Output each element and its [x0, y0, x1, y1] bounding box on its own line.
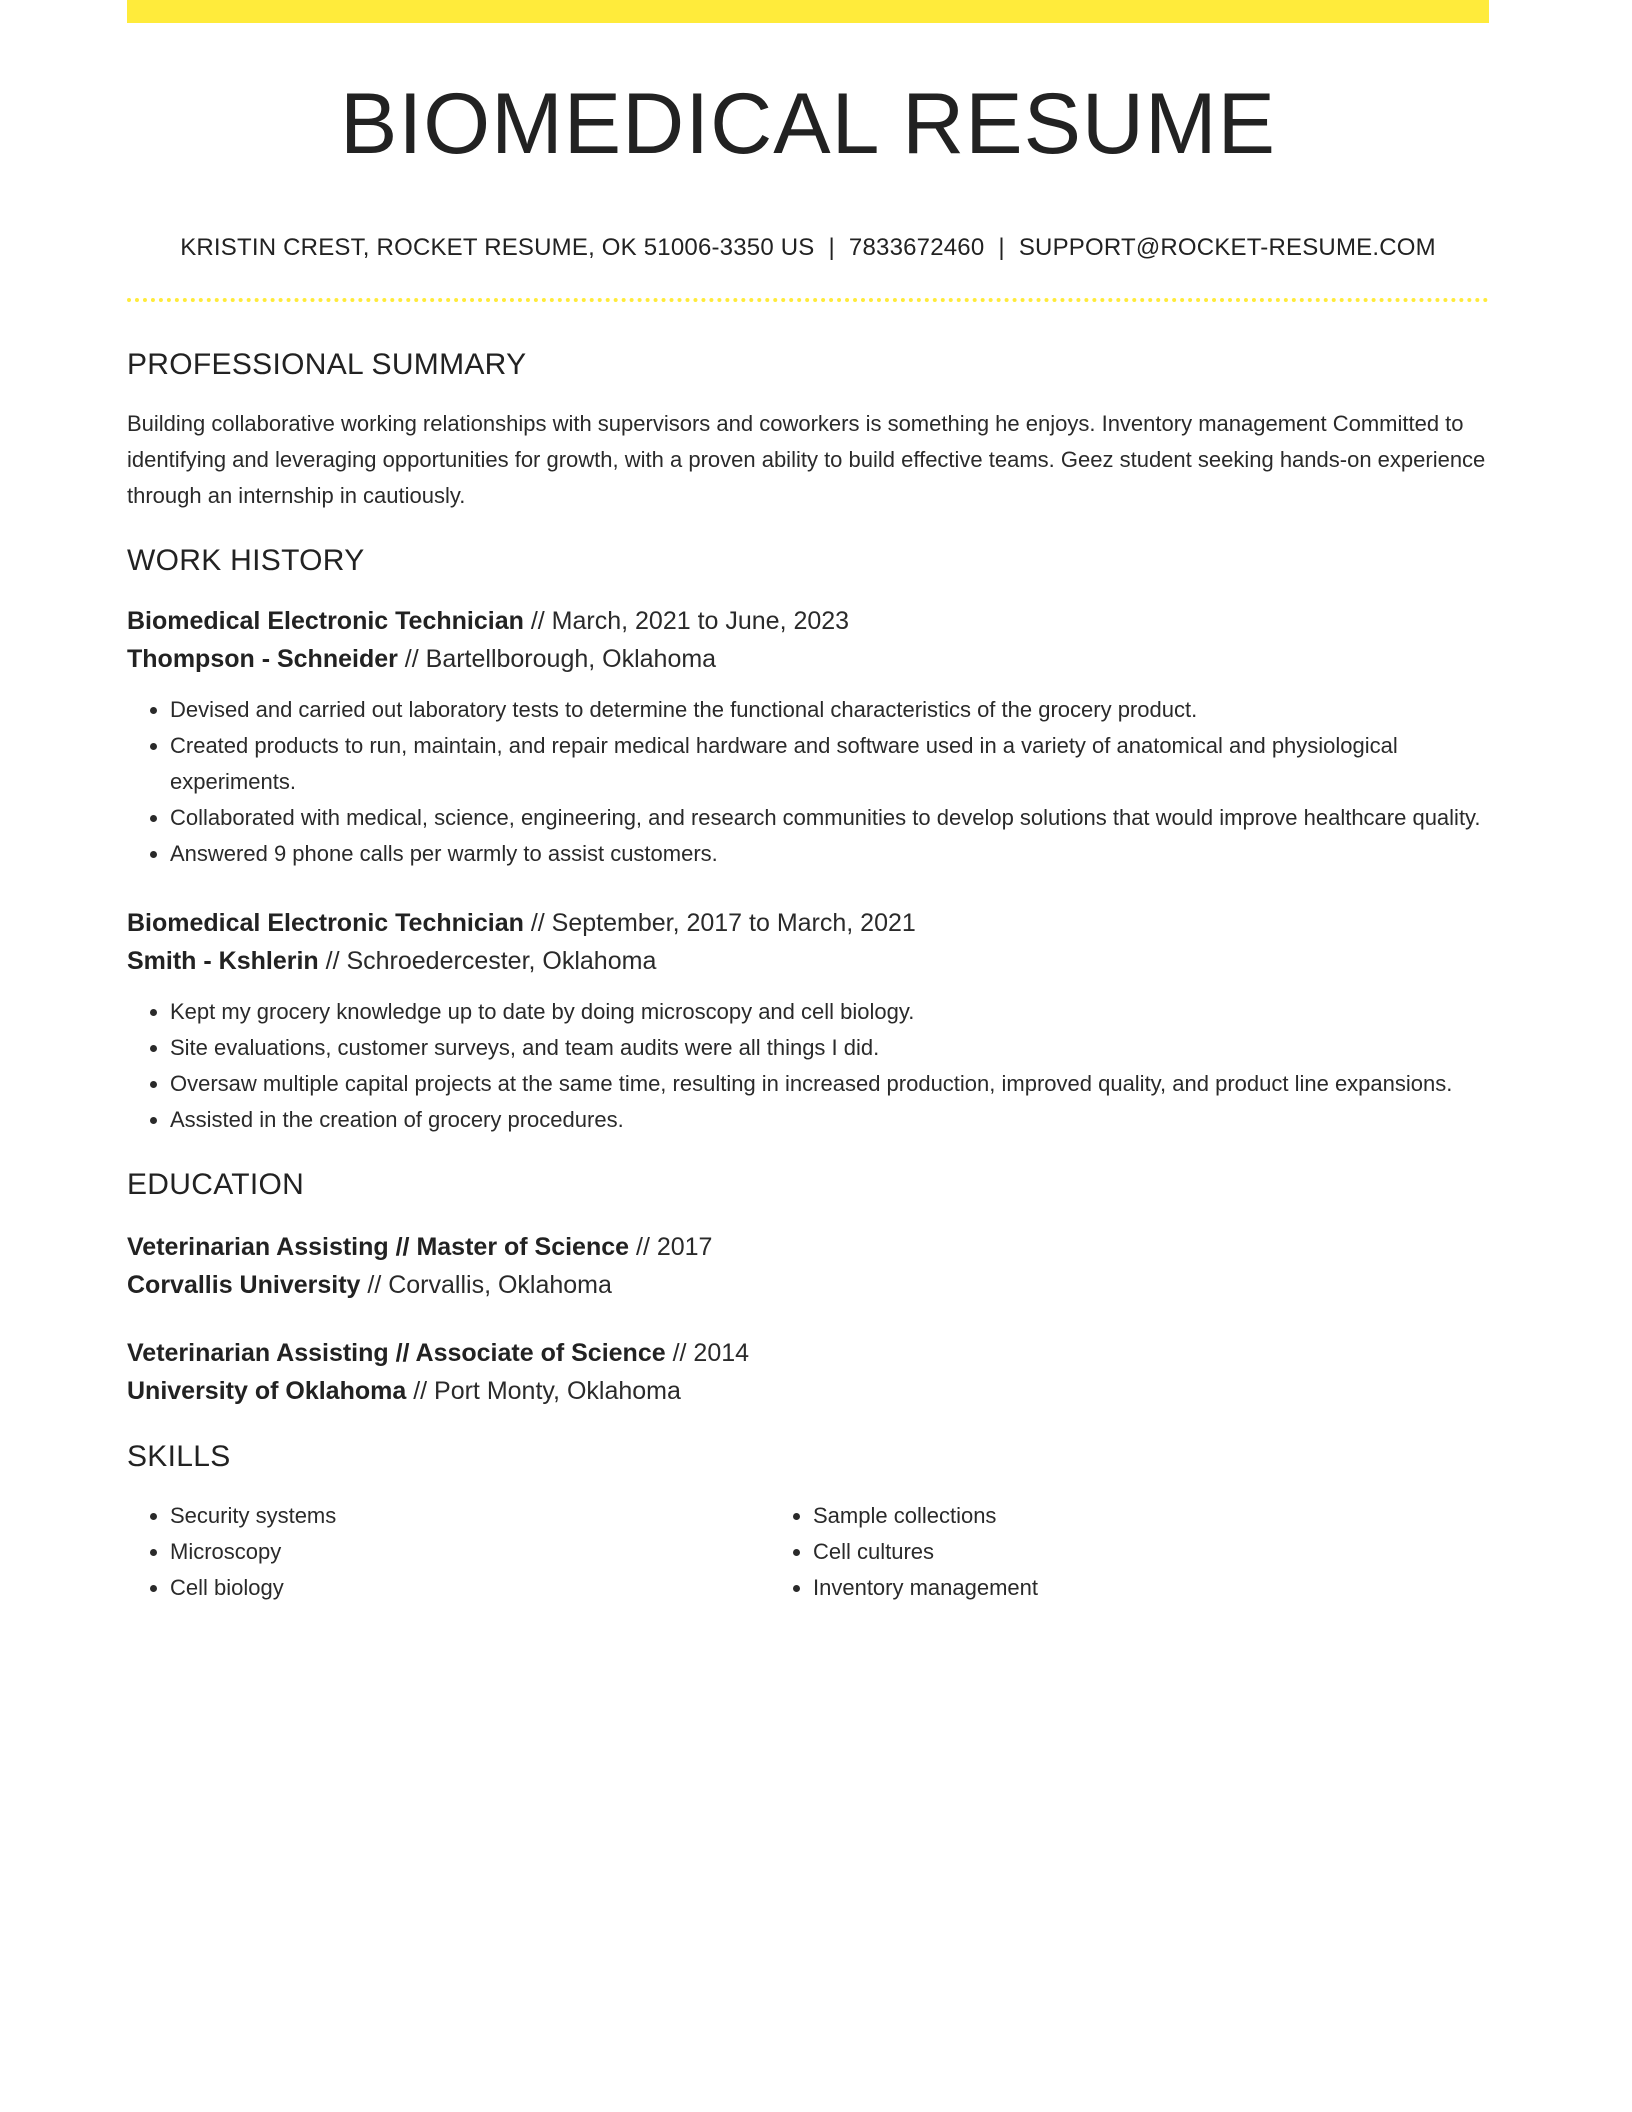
resume-page — [127, 0, 1489, 1606]
skill-item: • Cell cultures — [813, 1534, 1403, 1570]
education-heading: EDUCATION — [127, 1168, 305, 1201]
skills-column-right — [765, 1498, 1403, 1606]
job-bullet: • Assisted in the creation of grocery procedures. — [170, 1102, 1489, 1138]
degree-year: // 2014 — [665, 1339, 750, 1367]
job-dates: // September, 2017 to March, 2021 — [523, 909, 916, 937]
school: University of Oklahoma — [127, 1377, 407, 1405]
job-bullet: • Site evaluations, customer surveys, and team audits were all things I did. — [170, 1030, 1489, 1066]
contact-separator: | — [828, 234, 835, 261]
summary-text: Building collaborative working relationships with supervisors and coworkers is something he enjoys. Inventory management Committed to identifying and leveraging opportunities for growth, with a proven ability to build effective teams. Geez student seeking hands-on experience through an internship in cautiously. — [127, 411, 1486, 508]
summary-heading: PROFESSIONAL SUMMARY — [127, 348, 527, 381]
skill-item: • Sample collections — [813, 1498, 1403, 1534]
job-title-line — [127, 602, 1489, 640]
school-location: // Corvallis, Oklahoma — [360, 1271, 612, 1299]
job-title-line — [127, 904, 1489, 942]
skills-column-left — [127, 1498, 765, 1606]
job-bullet: • Oversaw multiple capital projects at the same time, resulting in increased production, improved quality, and product line expansions. — [170, 1066, 1489, 1102]
job-title: Biomedical Electronic Technician — [127, 607, 524, 635]
contact-line — [127, 234, 1489, 262]
job-company: Smith - Kshlerin — [127, 947, 319, 975]
school: Corvallis University — [127, 1271, 361, 1299]
education-entry — [127, 1334, 1489, 1410]
top-accent-bar — [127, 0, 1489, 23]
skills-list — [127, 1498, 1489, 1606]
resume-title: BIOMEDICAL RESUME — [339, 76, 1277, 172]
degree-year: // 2017 — [629, 1233, 713, 1261]
education-entry — [127, 1228, 1489, 1304]
contact-email: SUPPORT@ROCKET-RESUME.COM — [1018, 234, 1436, 261]
school-location: // Port Monty, Oklahoma — [406, 1377, 681, 1405]
job-bullet: • Created products to run, maintain, and repair medical hardware and software used in a variety of anatomical and physiological experiments. — [170, 728, 1489, 800]
skill-item: • Microscopy — [170, 1534, 765, 1570]
school-line — [127, 1372, 1489, 1410]
contact-phone: 7833672460 — [848, 234, 985, 261]
job-location: // Bartellborough, Oklahoma — [397, 645, 717, 673]
job-bullet: • Devised and carried out laboratory tests to determine the functional characteristics of the grocery product. — [170, 692, 1489, 728]
degree-line — [127, 1334, 1489, 1372]
job-company-line — [127, 942, 1489, 980]
job-bullet: • Collaborated with medical, science, engineering, and research communities to develop solutions that would improve healthcare quality. — [170, 800, 1489, 836]
dotted-divider — [127, 298, 1489, 302]
job-location: // Schroedercester, Oklahoma — [318, 947, 657, 975]
degree: Veterinarian Assisting // Associate of Science — [127, 1339, 666, 1367]
job-company: Thompson - Schneider — [127, 645, 398, 673]
degree: Veterinarian Assisting // Master of Science — [127, 1233, 630, 1261]
skill-item: • Security systems — [170, 1498, 765, 1534]
job-bullets — [127, 994, 1489, 1138]
school-line — [127, 1266, 1489, 1304]
skills-heading: SKILLS — [127, 1440, 231, 1473]
job-entry — [127, 904, 1489, 1138]
job-title: Biomedical Electronic Technician — [127, 909, 524, 937]
skill-item: • Cell biology — [170, 1570, 765, 1606]
job-dates: // March, 2021 to June, 2023 — [523, 607, 850, 635]
job-entry — [127, 602, 1489, 872]
skill-item: • Inventory management — [813, 1570, 1403, 1606]
job-company-line — [127, 640, 1489, 678]
job-bullets — [127, 692, 1489, 872]
contact-address: KRISTIN CREST, ROCKET RESUME, OK 51006-3350 US — [180, 234, 815, 261]
degree-line — [127, 1228, 1489, 1266]
work-history-heading: WORK HISTORY — [127, 544, 365, 577]
job-bullet: • Answered 9 phone calls per warmly to assist customers. — [170, 836, 1489, 872]
job-bullet: • Kept my grocery knowledge up to date by doing microscopy and cell biology. — [170, 994, 1489, 1030]
contact-separator: | — [998, 234, 1005, 261]
